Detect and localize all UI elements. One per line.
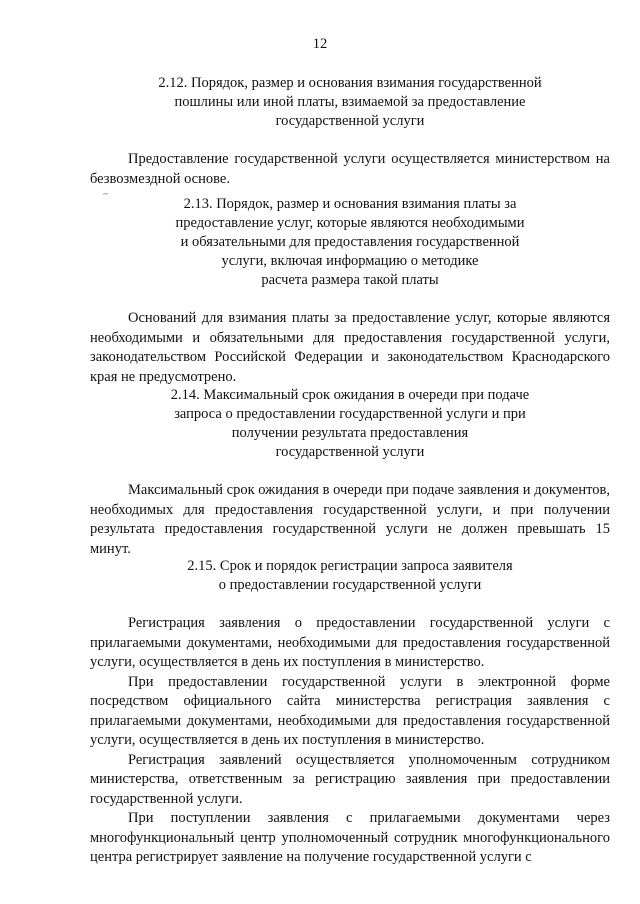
heading-line: запроса о предоставлении государственной услуги и при [174,406,526,422]
scan-mark: ~ [103,189,108,199]
page-number: 12 [312,36,328,52]
section-heading [90,195,610,290]
paragraph: При предоставлении государственной услуги в электронной форме посредством официального сайта министерства регистрация заявления с прилагаемыми документами, необходимыми для предоставления государственной услуги, осуществляется в день их поступления в министерство. [90,673,610,748]
heading-line: услуги, включая информацию о методике [221,253,479,269]
heading-line: 2.12. Порядок, размер и основания взимания государственной [158,75,542,91]
paragraph: Оснований для взимания платы за предоставление услуг, которые являются необходимыми и обязательными для предоставления государственной услуги, законодательством Российской Федерации и законодательством Краснодарского края не предусмотрено. [90,310,610,385]
heading-line: расчета размера такой платы [261,272,439,288]
heading-line: государственной услуги [275,113,425,129]
paragraph: Предоставление государственной услуги осуществляется министерством на безвозмездной основе. [90,151,610,187]
paragraph: Максимальный срок ожидания в очереди при подаче заявления и документов, необходимых для предоставления государственной услуги, и при получении результата предоставления государственной услуги не должен превышать 15 минут. [90,482,610,557]
heading-line: о предоставлении государственной услуги [218,577,482,593]
heading-line: 2.14. Максимальный срок ожидания в очереди при подаче [170,387,530,403]
paragraph: При поступлении заявления с прилагаемыми документами через многофункциональный центр уполномоченный сотрудник многофункционального центра регистрирует заявление на получение государственной услуги с [90,810,610,865]
section-heading [90,557,610,595]
heading-line: 2.15. Срок и порядок регистрации запроса заявителя [187,558,513,574]
heading-line: 2.13. Порядок, размер и основания взимания платы за [183,196,517,212]
heading-line: получении результата предоставления [231,425,469,441]
paragraph: Регистрация заявления о предоставлении государственной услуги с прилагаемыми документами, необходимыми для предоставления государственной услуги, осуществляется в день их поступления в министерство. [90,615,610,670]
paragraph: Регистрация заявлений осуществляется уполномоченным сотрудником министерства, ответственным за регистрацию заявления при предоставлении государственной услуги. [90,751,610,807]
heading-line: государственной услуги [275,444,425,460]
section-heading [90,74,610,131]
heading-line: и обязательными для предоставления государственной [180,234,520,250]
section-2-14 [90,386,610,559]
section-heading [90,386,610,462]
section-2-15 [90,557,610,868]
section-2-12 [90,74,610,189]
heading-line: предоставление услуг, которые являются необходимыми [175,215,525,231]
heading-line: пошлины или иной платы, взимаемой за предоставление [174,94,526,110]
section-2-13 [90,195,610,387]
